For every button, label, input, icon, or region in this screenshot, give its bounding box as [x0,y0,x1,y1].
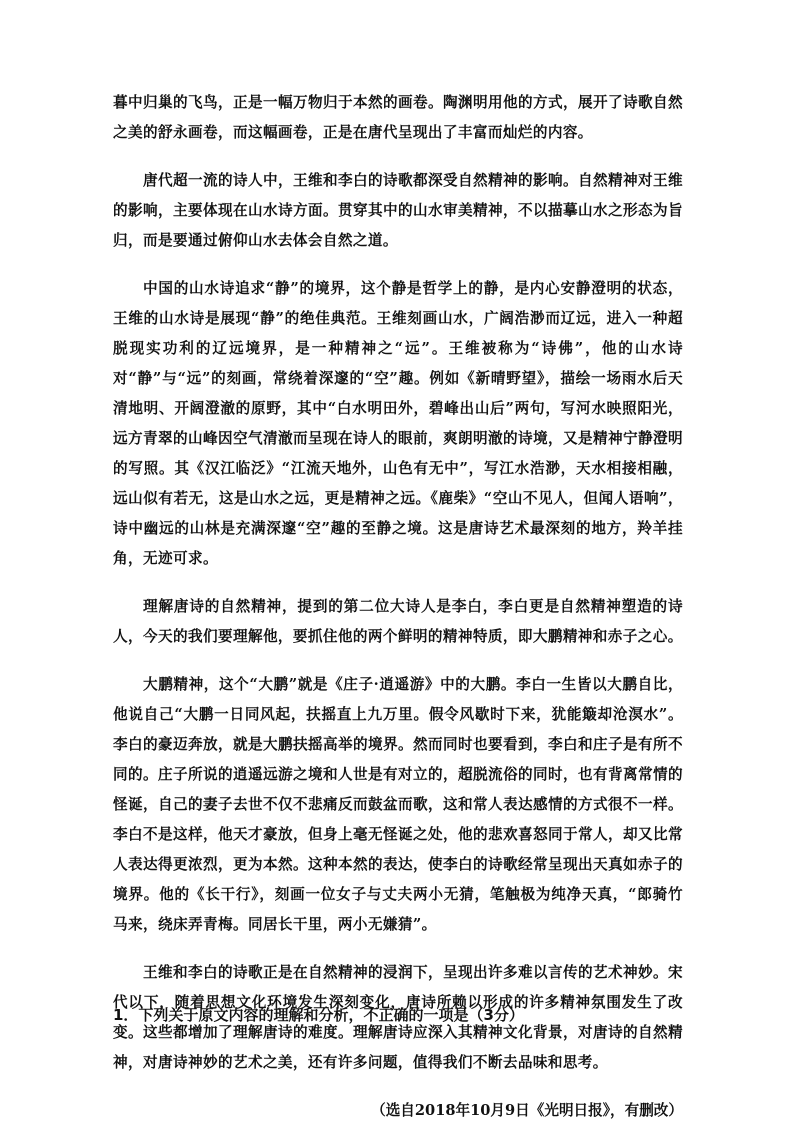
paragraph-2: 唐代超一流的诗人中，王维和李白的诗歌都深受自然精神的影响。自然精神对王维的影响，主要体现在山水诗方面。贯穿其中的山水审美精神，不以描摹山水之形态为旨归，而是要通过俯仰山水去体会自然之道。 [113,172,683,249]
article-body [113,88,683,1138]
paragraph-4: 理解唐诗的自然精神，提到的第二位大诗人是李白，李白更是自然精神塑造的诗人，今天的我们要理解他，要抓住他的两个鲜明的精神特质，即大鹏精神和赤子之心。 [113,598,683,645]
paragraph-5: 大鹏精神，这个“大鹏”就是《庄子·逍遥游》中的大鹏。李白一生皆以大鹏自比，他说自己“大鹏一日同风起，扶摇直上九万里。假令风歇时下来，犹能簸却沧溟水”。李白的豪迈奔放，就是大鹏扶摇高举的境界。然而同时也要看到，李白和庄子是有所不同的。庄子所说的逍遥远游之境和人世是有对立的，超脱流俗的同时，也有背离常情的怪诞，自己的妻子去世不仅不悲痛反而鼓盆而歌，这和常人表达感情的方式很不一样。李白不是这样，他天才豪放，但身上毫无怪诞之处，他的悲欢喜怒同于常人，却又比常人表达得更浓烈，更为本然。这种本然的表达，使李白的诗歌经常呈现出天真如赤子的境界。他的《长干行》，刻画一位女子与丈夫两小无猜，笔触极为纯净天真，“郎骑竹马来，绕床弄青梅。同居长干里，两小无嫌猜”。 [113,676,683,933]
question-1: 1．下列关于原文内容的理解和分析，不正确的一项是（3分） [113,1006,524,1024]
source-citation: （选自2018年10月9日《光明日报》，有删改） [371,1102,683,1119]
paragraph-3: 中国的山水诗追求“静”的境界，这个静是哲学上的静，是内心安静澄明的状态，王维的山水诗是展现“静”的绝佳典范。王维刻画山水，广阔浩渺而辽远，进入一种超脱现实功利的辽远境界，是一种精神之“远”。王维被称为“诗佛”，他的山水诗对“静”与“远”的刻画，常绕着深邃的“空”趣。例如《新晴野望》，描绘一场雨水后天清地明、开阔澄澈的原野，其中“白水明田外，碧峰出山后”两句，写河水映照阳光，远方青翠的山峰因空气清澈而呈现在诗人的眼前，爽朗明澈的诗境，又是精神宁静澄明的写照。其《汉江临泛》“江流天地外，山色有无中”，写江水浩渺，天水相接相融，远山似有若无，这是山水之远，更是精神之远。《鹿柴》“空山不见人，但闻人语响”，诗中幽远的山林是充满深邃“空”趣的至静之境。这是唐诗艺术最深刻的地方，羚羊挂角，无迹可求。 [113,280,683,567]
paragraph-6: 王维和李白的诗歌正是在自然精神的浸润下，呈现出许多难以言传的艺术神妙。宋代以下，随着思想文化环境发生深刻变化，唐诗所赖以形成的许多精神氛围发生了改变。这些都增加了理解唐诗的难度。理解唐诗应深入其精神文化背景，对唐诗的自然精神，对唐诗神妙的艺术之美，还有许多问题，值得我们不断去品味和思考。 [113,964,683,1071]
paragraph-1: 暮中归巢的飞鸟，正是一幅万物归于本然的画卷。陶渊明用他的方式，展开了诗歌自然之美的舒永画卷，而这幅画卷，正是在唐代呈现出了丰富而灿烂的内容。 [113,94,683,141]
